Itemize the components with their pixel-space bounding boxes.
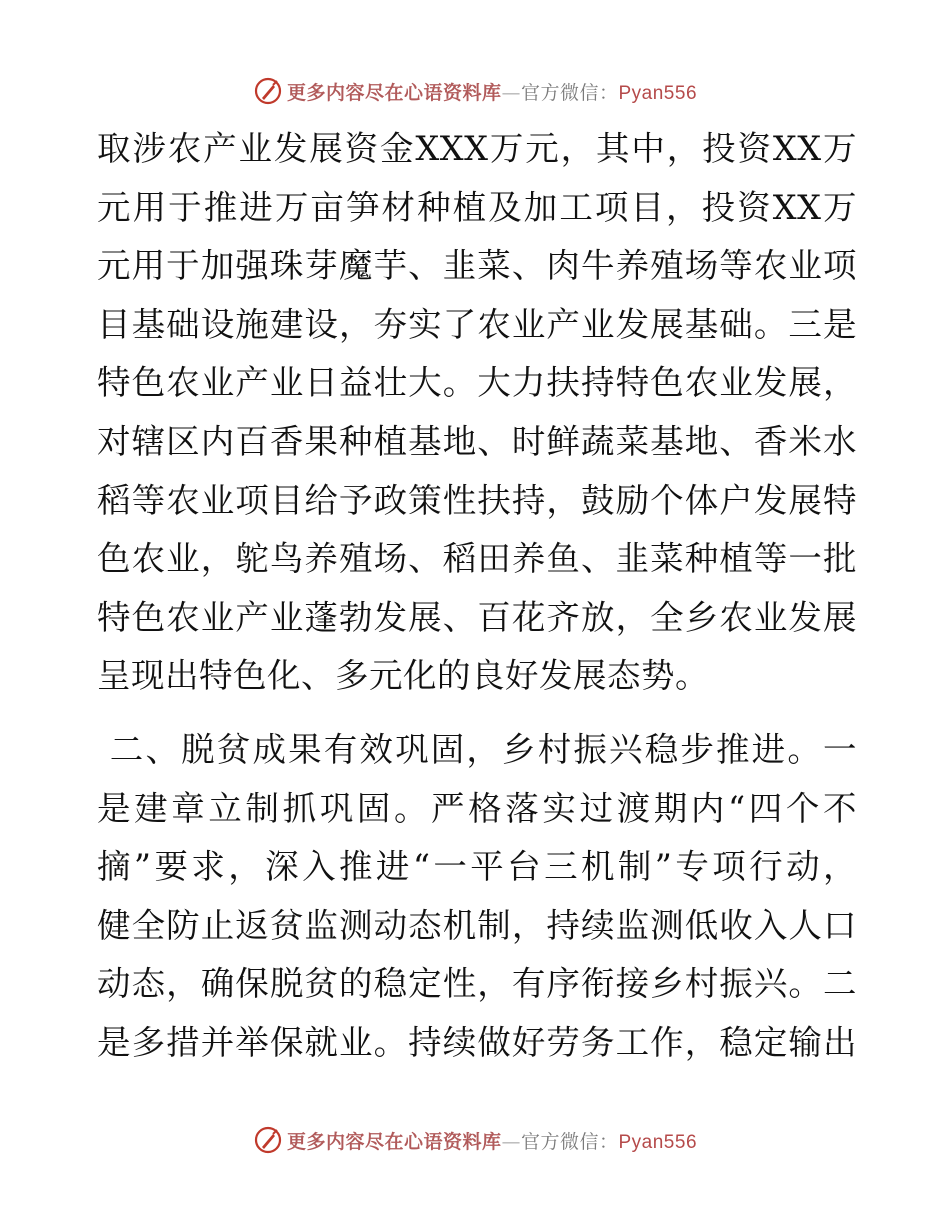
- text-line: 健全防止返贫监测动态机制，持续监测低收入人口: [97, 905, 857, 945]
- quill-seal-icon: [253, 1125, 283, 1155]
- text-line: 是多措并举保就业。持续做好劳务工作，稳定输出: [97, 1022, 857, 1062]
- paragraph-1: [97, 120, 857, 706]
- text-line: 对辖区内百香果种植基地、时鲜蔬菜基地、香米水: [97, 421, 857, 461]
- text-line: 色农业，鸵鸟养殖场、稻田养鱼、韭菜种植等一批: [97, 539, 857, 579]
- header-site-name: 更多内容尽在心语资料库: [286, 81, 502, 104]
- text-line: 取涉农产业发展资金XXX万元，其中，投资XX万: [97, 129, 857, 168]
- footer-banner: [0, 1123, 950, 1157]
- text-line: 特色农业产业蓬勃发展、百花齐放，全乡农业发展: [97, 597, 857, 637]
- text-line: 摘”要求，深入推进“一平台三机制”专项行动，: [97, 847, 857, 887]
- text-line: 元用于推进万亩笋材种植及加工项目，投资XX万: [97, 187, 857, 227]
- header-dash: —: [501, 81, 521, 104]
- footer-site-name: 更多内容尽在心语资料库: [286, 1130, 502, 1153]
- paragraph-2: [97, 721, 857, 1073]
- text-line: 动态，确保脱贫的稳定性，有序衔接乡村振兴。二: [97, 964, 857, 1004]
- header-wechat-id: Pyan556: [618, 82, 698, 104]
- text-line: 是建章立制抓巩固。严格落实过渡期内“四个不: [97, 788, 857, 828]
- header-wechat-label: 官方微信：: [520, 81, 619, 104]
- footer-wechat-label: 官方微信：: [520, 1130, 619, 1153]
- text-line: 稻等农业项目给予政策性扶持，鼓励个体户发展特: [97, 480, 857, 520]
- footer-wechat-id: Pyan556: [618, 1131, 698, 1153]
- text-line: 目基础设施建设，夯实了农业产业发展基础。三是: [97, 304, 857, 344]
- header-banner: [0, 74, 950, 108]
- text-line: 呈现出特色化、多元化的良好发展态势。: [97, 656, 709, 696]
- document-body: [97, 120, 857, 1073]
- quill-seal-icon: [253, 76, 283, 106]
- footer-dash: —: [501, 1130, 521, 1153]
- text-line: 特色农业产业日益壮大。大力扶持特色农业发展，: [97, 363, 857, 403]
- text-line: 元用于加强珠芽魔芋、韭菜、肉牛养殖场等农业项: [97, 246, 857, 286]
- text-line: 二、脱贫成果有效巩固，乡村振兴稳步推进。一: [97, 729, 857, 769]
